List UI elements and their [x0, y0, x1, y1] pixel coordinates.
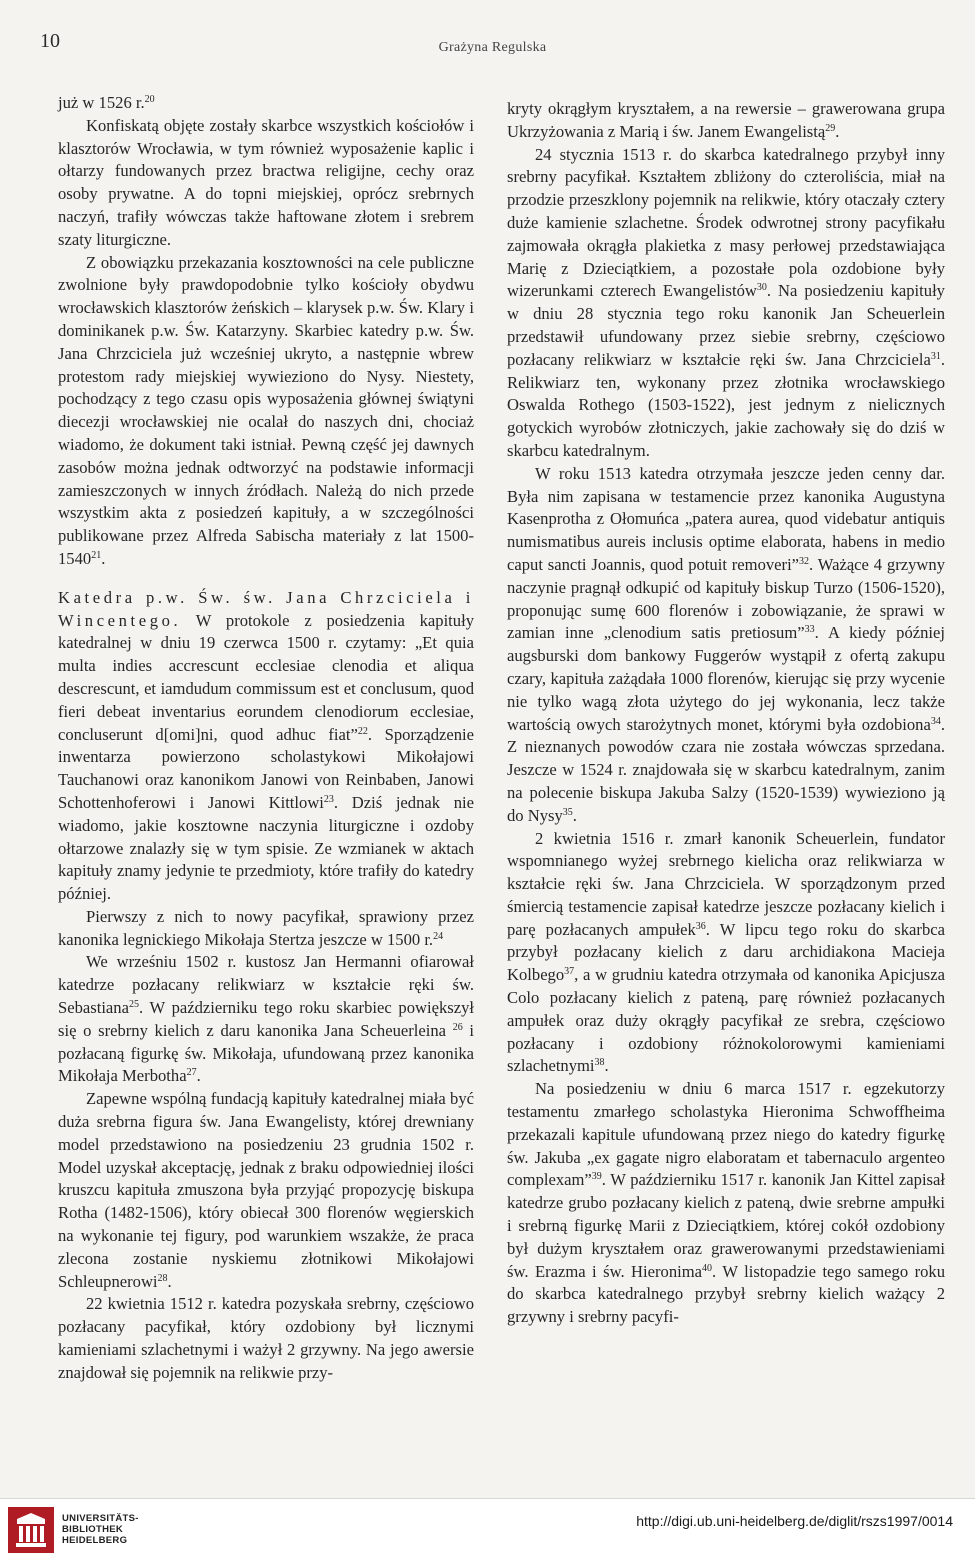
left-text-column: [58, 92, 474, 1385]
library-name: [62, 1513, 139, 1546]
text-run: . Dziś jednak nie wiadomo, jakie kosztowne naczynia liturgiczne i ozdoby ołtarzowe znalazły się w tym spisie. Ze wzmianek w aktach kapituły znamy jedynie te przedmioty, które trafiły do katedry później.: [58, 792, 474, 904]
footnote-ref: 25: [128, 999, 139, 1011]
text-run: , a w grudniu katedra otrzymała od kanonika Apicjusza Colo pozłacany kielich z pateną, parę również pozłacanych ampułek oraz duży okrągły pacyfikał ze srebra, częściowo pozłacany i ozdobiony różnokolorowymi kamieniami szlachetnymi: [507, 965, 945, 1076]
footnote-ref: 36: [695, 920, 706, 932]
text-run: Pierwszy z nich to nowy pacyfikał, sprawiony przez kanonika legnickiego Mikołaja Stertza jeszcze w 1500 r.: [58, 906, 474, 949]
paragraph: [58, 92, 474, 115]
footnote-ref: 28: [157, 1272, 168, 1284]
section-heading: Katedra p.w. Św. św. Jana Chrzciciela i Wincentego.: [58, 587, 474, 630]
paragraph: [507, 463, 945, 828]
text-run: W protokole z posiedzenia kapituły katedralnej w dniu 19 czerwca 1500 r. czytamy: „Et quia multa indies accrescunt ecclesiae clenodia et aliqua descrescunt, et iamdudum commissum est et conclusum, quod fieri debeat inventarius eorundem clenodiorum ecclesiae, concluserunt d[omi]ni, quod adhuc fiat”: [58, 610, 474, 744]
paragraph: [507, 144, 945, 463]
library-name-line: UNIVERSITÄTS-: [62, 1513, 139, 1524]
footnote-ref: 21: [91, 549, 102, 561]
text-run: . Relikwiarz ten, wykonany przez złotnika wrocławskiego Oswalda Rothego (1503-1522), jest jednym z nielicznych gotyckich wyrobów złotniczych, jakie zachowały się do dziś w skarbcu katedralnym.: [507, 349, 945, 460]
text-run: .: [101, 548, 106, 568]
text-run: Konfiskatą objęte zostały skarbce wszystkich kościołów i klasztorów Wrocławia, w tym również wyposażenie kaplic i ołtarzy fundowanych przez bractwa religijne, cechy oraz osoby prywatne. A do topni miejskiej, oprócz srebrnych naczyń, trafiły wówczas także haftowane złotem i srebrem szaty liturgiczne.: [58, 115, 474, 249]
text-run: . W październiku tego roku skarbiec powiększył się o srebrny kielich z daru kanonika Jana Scheuerleina: [58, 998, 474, 1040]
text-run: W roku 1513 katedra otrzymała jeszcze jeden cenny dar. Była nim zapisana w testamencie przez kanonika Augustyna Kasenprotha z Ołomuńca „patera aurea, quod videbatur antiquis numismatibus aureis inclusis optime elaborata, habens in medio caput sancti Joannis, quod potuit removeri”: [507, 463, 945, 574]
text-run: 22 kwietnia 1512 r. katedra pozyskała srebrny, częściowo pozłacany pacyfikał, który ozdobiony był licznymi kamieniami szlachetnymi i ważył 2 grzywny. Na jego awersie znajdował się pojemnik na relikwie przy-: [58, 1294, 474, 1382]
text-run: . Z nieznanych powodów czara nie została wówczas sprzedana. Jeszcze w 1524 r. znajdowała się w skarbcu katedralnym, zanim na polecenie biskupa Jakuba Salzy (1520-1539) wywieziono ją do Nysy: [507, 714, 945, 825]
paragraph: [58, 115, 474, 252]
running-head: Grażyna Regulska: [438, 40, 547, 55]
permalink-url[interactable]: http://digi.ub.uni-heidelberg.de/diglit/rszs1997/0014: [636, 1513, 953, 1529]
footnote-ref: 31: [930, 350, 941, 362]
footnote-ref: 39: [591, 1171, 602, 1183]
footnote-ref: 34: [930, 715, 941, 727]
text-run: . W październiku 1517 r. kanonik Jan Kittel zapisał katedrze grubo pozłacany kielich z pateną, dwie srebrne ampułki i srebrną figurkę Marii z Dzieciątkiem, której cokół ozdobiony był dużym kryształem oraz grawerowanymi przedstawieniami św. Erazma i św. Hieronima: [507, 1170, 945, 1281]
paragraph: [507, 828, 945, 1079]
library-name-line: HEIDELBERG: [62, 1535, 128, 1546]
viewer-footer: [0, 1498, 975, 1568]
footnote-ref: 37: [564, 966, 575, 978]
footnote-ref: 23: [323, 793, 334, 805]
footnote-ref: 29: [825, 122, 836, 134]
page-number: 10: [40, 30, 60, 52]
library-logo-icon: [8, 1507, 54, 1553]
footnote-ref: 24: [433, 930, 444, 942]
footnote-ref: 20: [144, 94, 155, 105]
paragraph: [58, 252, 474, 571]
text-run: i pozłacaną figurkę św. Mikołaja, ufundowaną przez kanonika Mikołaja Merbotha: [58, 1020, 475, 1086]
library-name-line: BIBLIOTHEK: [62, 1524, 124, 1535]
paragraph: [58, 1293, 474, 1384]
footnote-ref: 33: [804, 624, 815, 636]
text-run: już w 1526 r.: [58, 93, 145, 112]
text-run: Zapewne wspólną fundacją kapituły katedralnej miała być duża srebrna figura św. Jana Ewangelisty, której drewniany model przedstawiono na posiedzeniu 23 grudnia 1502 r. Model uzyskał akceptację, jednak z braku odpowiedniej ilości kruszcu kapituła zmuszona była przyjąć propozycję biskupa Rotha (1482-1506), który obiecał 300 florenów węgierskich na wykonanie tej figury, pod warunkiem wszakże, że praca zlecona zostanie nyskiemu złotnikowi Mikołajowi Schleupnerowi: [58, 1089, 474, 1291]
text-run: .: [604, 1056, 609, 1076]
text-run: 24 stycznia 1513 r. do skarbca katedralnego przybył inny srebrny pacyfikał. Kształtem zbliżony do czteroliścia, miał na przodzie przeszklony pojemnik na relikwie, który otaczały cztery duże kamienie szlachetne. Środek odwrotnej strony pacyfikału zajmowała okrągła plakietka z masy perłowej przedstawiająca Marię z Dzieciątkiem, a pozostałe pola ozdobione były wizerunkami czterech Ewangelistów: [507, 144, 945, 301]
paragraph: [58, 1088, 474, 1293]
paragraph: [58, 906, 474, 952]
text-run: . W listopadzie tego samego roku do skarbca katedralnego przybył srebrny kielich ważący 2 grzywny i srebrny pacyfi-: [507, 1261, 946, 1327]
text-run: Na posiedzeniu w dniu 6 marca 1517 r. egzekutorzy testamentu zmarłego scholastyka Hieronima Schwoffheima przekazali kapitule ufundowaną przez niego do katedry figurkę św. Jakuba „ex gagate nigro elaboratam et tabernaculo argenteo complexam”: [507, 1079, 945, 1190]
text-run: We wrześniu 1502 r. kustosz Jan Hermanni ofiarował katedrze pozłacany relikwiarz w kształcie ręki św. Sebastiana: [58, 952, 474, 1018]
paragraph: [507, 98, 945, 144]
text-run: .: [835, 121, 840, 141]
footnote-ref: 38: [594, 1057, 605, 1069]
text-run: .: [572, 805, 577, 825]
footnote-ref: 35: [562, 806, 573, 818]
text-run: Z obowiązku przekazania kosztowności na cele publiczne zwolnione były prawdopodobnie tylko kościoły obydwu wrocławskich klasztorów żeńskich – klarysek p.w. Św. Klary i dominikanek p.w. Św. Katarzyny. Skarbiec katedry p.w. Św. Jana Chrzciciela już wcześniej ukryto, a następnie wbrew protestom rady miejskiej wywieziono do Nysy. Niestety, pochodzący z tego czasu opis wyposażenia głównej świątyni diecezji wrocławskiej nie ocalał do naszych dni, chociaż wiadomo, że dokument taki istniał. Pewną część jej dawnych zasobów można jednak odtworzyć na podstawie informacji zamieszczonych w innych źródłach. Należą do nich przede wszystkim akta z posiedzeń kapituły, a w szczególności publikowane przez Alfreda Sabischa materiały z lat 1500-1540: [58, 252, 474, 568]
text-run: .: [196, 1066, 201, 1086]
text-run: . Na posiedzeniu kapituły w dniu 28 stycznia tego roku kanonik Jan Scheuerlein przedstawił ufundowany przez siebie srebrny, częściowo pozłacany relikwiarz w kształcie ręki św. Jana Chrzciciela: [507, 281, 945, 369]
footnote-ref: 22: [357, 725, 368, 737]
page-header: [40, 30, 945, 62]
footnote-ref: 27: [186, 1067, 197, 1079]
text-run: . A kiedy później augsburski dom bankowy Fuggerów wystąpił z ofertą zakupu czary, kapituła zażądała 1000 florenów, kierując się przy wycenie nie tylko wagą złota użytego do jej wykonania, lecz także wartością owych starożytnych monet, którymi była ozdobiona: [507, 623, 946, 734]
paragraph: [58, 951, 474, 1088]
text-run: kryty okrągłym kryształem, a na rewersie – grawerowana grupa Ukrzyżowania z Marią i św. Janem Ewangelistą: [507, 99, 945, 141]
footnote-ref: 40: [702, 1262, 713, 1274]
text-run: 2 kwietnia 1516 r. zmarł kanonik Scheuerlein, fundator wspomnianego wyżej srebrnego kielicha oraz relikwiarza w kształcie ręki św. Jana Chrzciciela. W sporządzonym przed śmiercią testamencie zapisał katedrze jeszcze pozłacany kielich i parę pozłacanych ampułek: [507, 828, 945, 939]
text-run: . Ważące 4 grzywny naczynie pragnął odkupić od kapituły biskup Turzo (1506-1520), proponując sumę 600 florenów i zobowiązanie, że sprawi w zamian inne „clenodium satis pretiosum”: [507, 554, 945, 643]
right-text-column: [507, 98, 945, 1329]
text-run: . W lipcu tego roku do skarbca przybył pozłacany kielich z daru archidiakona Macieja Kolbego: [507, 919, 945, 985]
paragraph: [507, 1078, 945, 1329]
footnote-ref: 32: [799, 555, 810, 567]
footnote-ref: 30: [756, 282, 767, 294]
paragraph: [58, 587, 474, 906]
text-run: . Sporządzenie inwentarza powierzono scholastykowi Mikołajowi Tauchanowi oraz kanonikom Janowi von Reinbaben, Janowi Schottenhoferowi i Janowi Kittlowi: [58, 724, 474, 812]
footnote-ref: 26: [452, 1021, 463, 1033]
text-run: .: [167, 1271, 172, 1291]
